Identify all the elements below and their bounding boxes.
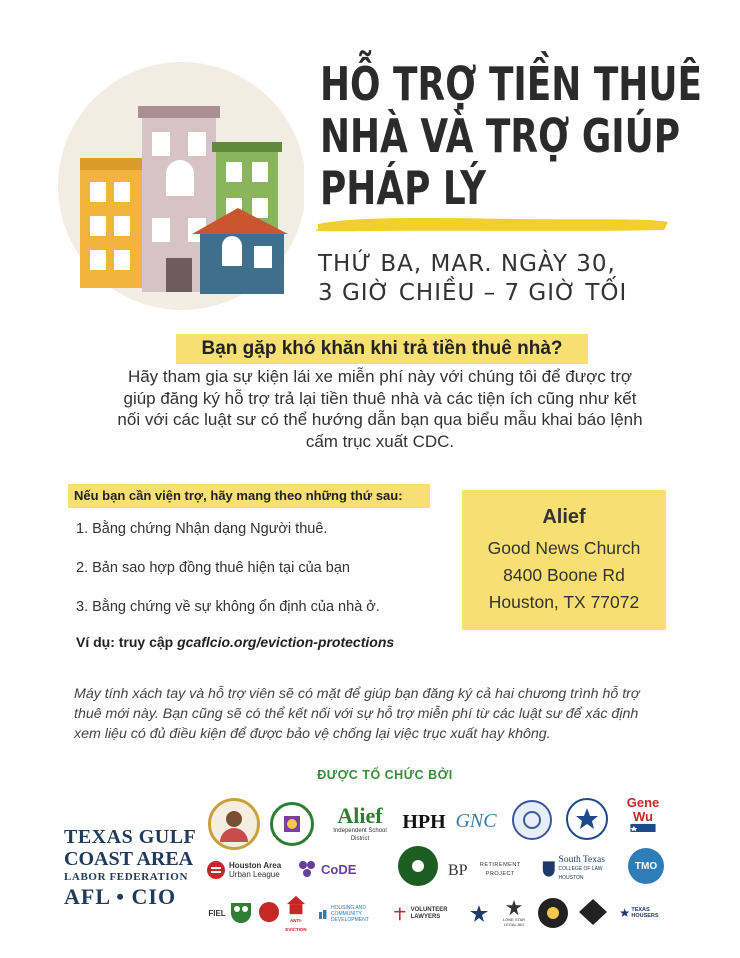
venue-name: Alief [542, 506, 586, 528]
event-datetime [318, 250, 627, 308]
title-line: HỖ TRỢ TIỀN THUÊ [320, 57, 702, 111]
texas-seal-logo [566, 798, 608, 840]
alief-logo-sub: Independent School District [333, 828, 387, 842]
green-seal-logo [270, 802, 314, 846]
bring-list [76, 520, 380, 637]
houses-illustration [54, 58, 304, 313]
afl-cio-logo [64, 826, 196, 910]
alief-isd-logo [326, 804, 394, 844]
list-item: 3. Bằng chứng về sự không ổn định của nhà ở. [76, 599, 380, 615]
fiel-logo-text: FIEL [208, 908, 226, 918]
venue-street: 8400 Boone Rd [503, 565, 625, 585]
bring-heading: Nếu bạn cần viện trợ, hãy mang theo những thứ sau: [68, 484, 430, 508]
city-seal-logo [512, 800, 552, 840]
gene-wu-logo [618, 796, 668, 832]
event-time: 3 GIỜ CHIỀU – 7 GIỜ TỐI [318, 280, 628, 306]
example-url-link[interactable]: gcaflcio.org/eviction-protections [177, 634, 395, 650]
intro-line: cấm trục xuất CDC. [305, 431, 455, 451]
stcl-line: South Texas [558, 854, 605, 865]
intro-line: nối với các luật sư có thể hướng dẫn bạn qua biểu mẫu khai báo lệnh [117, 410, 643, 429]
green-circle-logo [398, 846, 438, 886]
gnc-logo-text: GNC [455, 810, 497, 832]
bp-retirement-logo [448, 860, 530, 880]
star-icon [469, 904, 489, 924]
union-emblem-logo [576, 896, 610, 928]
bird-icon [257, 900, 281, 924]
afl-line: LABOR FEDERATION [64, 871, 188, 883]
emblem-icon [578, 898, 608, 926]
lone-star-legal-aid-logo [498, 896, 530, 930]
intro-line: giúp đăng ký hỗ trợ trả lại tiền thuê nhà và các tiện ích cũng như kết [123, 388, 637, 408]
note-line: xem liệu có đủ điều kiện để được bảo vệ chống lại việc trục xuất hay không. [74, 726, 551, 742]
south-texas-college-law-logo [542, 852, 618, 886]
list-item: 2. Bản sao hợp đồng thuê hiện tại của bạn [76, 560, 350, 576]
bp-logo-text: BP [448, 861, 468, 879]
house-icon [284, 894, 308, 916]
urban-league-line: Houston Area [229, 861, 282, 870]
hph-logo [404, 804, 444, 840]
star-icon [620, 907, 629, 919]
organized-by-heading: ĐƯỢC TỔ CHỨC BỞI [317, 768, 453, 782]
equal-sign-icon [206, 860, 226, 880]
seal-icon [544, 904, 562, 922]
housing-text: HOUSING AND COMMUNITY DEVELOPMENT [330, 905, 369, 923]
afl-line: COAST AREA [64, 848, 194, 870]
people-icon [296, 858, 318, 880]
district-seal-logo [208, 798, 260, 850]
anti-eviction-text: ANTI-EVICTION [285, 918, 307, 932]
tmo-logo-text: TMO [634, 860, 658, 872]
fiel-logo [206, 896, 228, 930]
brush-stroke-decoration [316, 212, 670, 234]
mask-logo [228, 898, 254, 926]
mask-icon [229, 899, 253, 925]
lone-star-text: LONE STAR LEGAL AID [502, 917, 526, 927]
seal-icon [279, 811, 305, 837]
gold-seal-logo [538, 898, 568, 928]
venue-place: Good News Church [487, 538, 641, 558]
scales-icon [392, 904, 408, 924]
volunteer-text: VOLUNTEER LAWYERS [410, 907, 448, 920]
shield-icon [542, 859, 556, 879]
stcl-text [559, 856, 618, 883]
venue-city: Houston, TX 77072 [488, 592, 640, 612]
afl-line: TEXAS GULF [64, 826, 197, 848]
alief-logo-text: Alief [337, 803, 383, 828]
question-banner: Bạn gặp khó khăn khi trả tiền thuê nhà? [176, 334, 588, 364]
list-item: 1. Bằng chứng Nhận dạng Người thuê. [76, 521, 328, 537]
anti-eviction-logo [280, 894, 312, 934]
event-date: THỨ BA, MAR. NGÀY 30, [318, 251, 616, 277]
afl-line: AFL • CIO [64, 884, 177, 909]
urban-league-text [229, 861, 281, 879]
note-line: thuê mới này. Bạn cũng sẽ có thể kết nối với sự hỗ trợ miễn phí từ các luật sư để xác định [74, 706, 639, 722]
houston-urban-league-logo [206, 858, 288, 882]
texas-housers-logo [620, 902, 668, 924]
example-prefix: Ví dụ: truy cập [76, 634, 178, 650]
intro-paragraph [100, 366, 660, 452]
housing-community-development-logo [318, 900, 384, 928]
flag-icon [621, 824, 665, 832]
code-logo-text: CoDE [321, 861, 357, 877]
tmo-logo [628, 848, 664, 884]
hph-logo-text: HPH [402, 811, 446, 833]
gene-wu-logo-text: Gene Wu [626, 795, 660, 824]
volunteer-lawyers-logo [392, 900, 464, 928]
venue-box [462, 490, 666, 630]
title-line: PHÁP LÝ [320, 161, 487, 215]
texas-housers-text: TEXAS HOUSERS [631, 907, 659, 919]
star-icon [504, 899, 524, 917]
urban-league-line: Urban League [229, 870, 280, 879]
code-logo [296, 854, 386, 884]
example-line [76, 634, 394, 650]
buildings-icon [318, 904, 328, 924]
title-line: NHÀ VÀ TRỢ GIÚP [320, 109, 681, 163]
bp-logo-sub: RETIREMENT PROJECT [479, 862, 521, 877]
rooster-logo [256, 898, 282, 926]
star-shield-logo [466, 902, 492, 926]
person-icon [214, 804, 254, 844]
stcl-line: COLLEGE OF LAW HOUSTON [558, 865, 603, 881]
gnc-logo [456, 806, 496, 836]
note-line: Máy tính xách tay và hỗ trợ viên sẽ có mặt để giúp bạn đăng ký cả hai chương trình hỗ trợ [74, 686, 640, 702]
intro-line: Hãy tham gia sự kiện lái xe miễn phí này với chúng tôi để được trợ [127, 367, 633, 386]
page-title [320, 57, 702, 215]
leaf-icon [409, 857, 427, 875]
note-paragraph [74, 684, 674, 744]
star-icon [574, 806, 600, 832]
seal-icon [521, 809, 543, 831]
